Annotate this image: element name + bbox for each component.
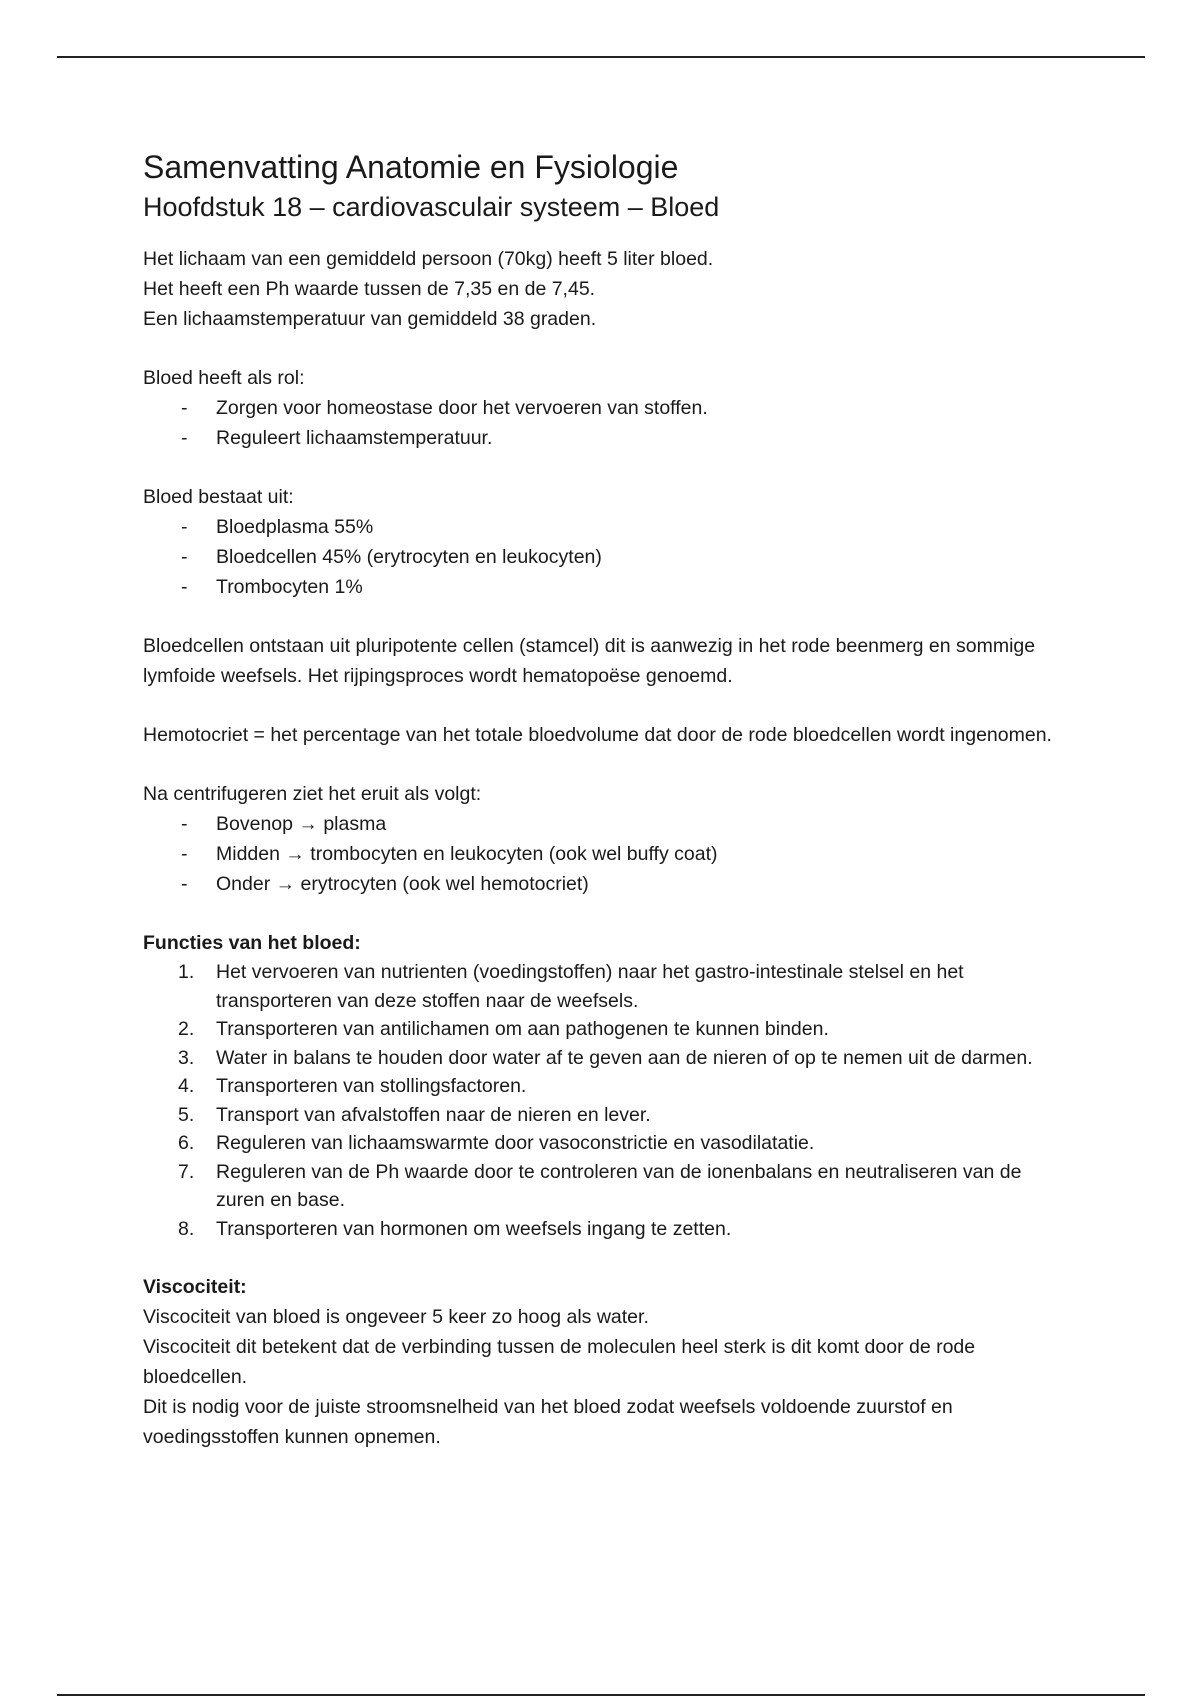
list-item: 1. Het vervoeren van nutrienten (voedingstoffen) naar het gastro-intestinale stelsel en het transporteren van deze stoffen naar de weefsels. (178, 961, 964, 1012)
list-item: 5. Transport van afvalstoffen naar de nieren en lever. (178, 1103, 651, 1126)
document-body (143, 146, 1063, 1452)
viscositeit-heading: Viscociteit: (143, 1276, 247, 1298)
bestaat-list (143, 512, 1063, 602)
rol-list (143, 393, 1063, 453)
list-item: - Bovenop → plasma (181, 813, 387, 835)
viscositeit-line: Viscociteit van bloed is ongeveer 5 keer zo hoog als water. (143, 1306, 649, 1328)
intro-line: Een lichaamstemperatuur van gemiddeld 38 graden. (143, 308, 597, 330)
list-item: 2. Transporteren van antilichamen om aan pathogenen te kunnen binden. (178, 1018, 829, 1040)
list-item: - Trombocyten 1% (181, 576, 363, 598)
list-item: - Midden → trombocyten en leukocyten (ook wel buffy coat) (181, 843, 718, 865)
list-item: 3. Water in balans te houden door water af te geven aan de nieren of op te nemen uit de darmen. (178, 1046, 1033, 1069)
list-item: - Zorgen voor homeostase door het vervoeren van stoffen. (181, 397, 708, 419)
functies-list (143, 958, 1063, 1243)
functies-heading: Functies van het bloed: (143, 932, 361, 954)
rol-label: Bloed heeft als rol: (143, 367, 305, 389)
intro-line: Het lichaam van een gemiddeld persoon (70kg) heeft 5 liter bloed. (143, 248, 714, 270)
list-item: - Bloedcellen 45% (erytrocyten en leukocyten) (181, 546, 602, 568)
list-item: - Onder → erytrocyten (ook wel hemotocriet) (181, 873, 589, 895)
document-title: Samenvatting Anatomie en Fysiologie (143, 149, 679, 185)
intro-line: Het heeft een Ph waarde tussen de 7,35 en de 7,45. (143, 278, 596, 300)
list-item: 6. Reguleren van lichaamswarmte door vasoconstrictie en vasodilatatie. (178, 1132, 815, 1154)
list-item: - Bloedplasma 55% (181, 516, 374, 538)
hemotocriet-paragraph: Hemotocriet = het percentage van het totale bloedvolume dat door de rode bloedcellen wordt ingenomen. (143, 724, 1052, 746)
document-subtitle: Hoofdstuk 18 – cardiovasculair systeem – Bloed (143, 192, 720, 222)
bestaat-label: Bloed bestaat uit: (143, 486, 294, 508)
footer-rule (57, 1694, 1145, 1696)
list-item: 4. Transporteren van stollingsfactoren. (178, 1075, 527, 1097)
centrifuge-list (143, 809, 1063, 899)
list-item: - Reguleert lichaamstemperatuur. (181, 427, 493, 449)
list-item: 8. Transporteren van hormonen om weefsels ingang te zetten. (178, 1217, 732, 1240)
viscositeit-line: Dit is nodig voor de juiste stroomsnelheid van het bloed zodat weefsels voldoende zuurstof en voedingsstoffen kunnen opnemen. (143, 1396, 953, 1448)
list-item: 7. Reguleren van de Ph waarde door te controleren van de ionenbalans en neutraliseren van de zuren en base. (178, 1160, 1022, 1211)
centrifuge-label: Na centrifugeren ziet het eruit als volgt: (143, 783, 482, 805)
header-rule (57, 56, 1145, 58)
bloedcellen-paragraph: Bloedcellen ontstaan uit pluripotente cellen (stamcel) dit is aanwezig in het rode beenmerg en sommige lymfoide weefsels. Het rijpingsproces wordt hematopoëse genoemd. (143, 635, 1036, 687)
viscositeit-line: Viscociteit dit betekent dat de verbinding tussen de moleculen heel sterk is dit komt door de rode bloedcellen. (143, 1336, 976, 1388)
